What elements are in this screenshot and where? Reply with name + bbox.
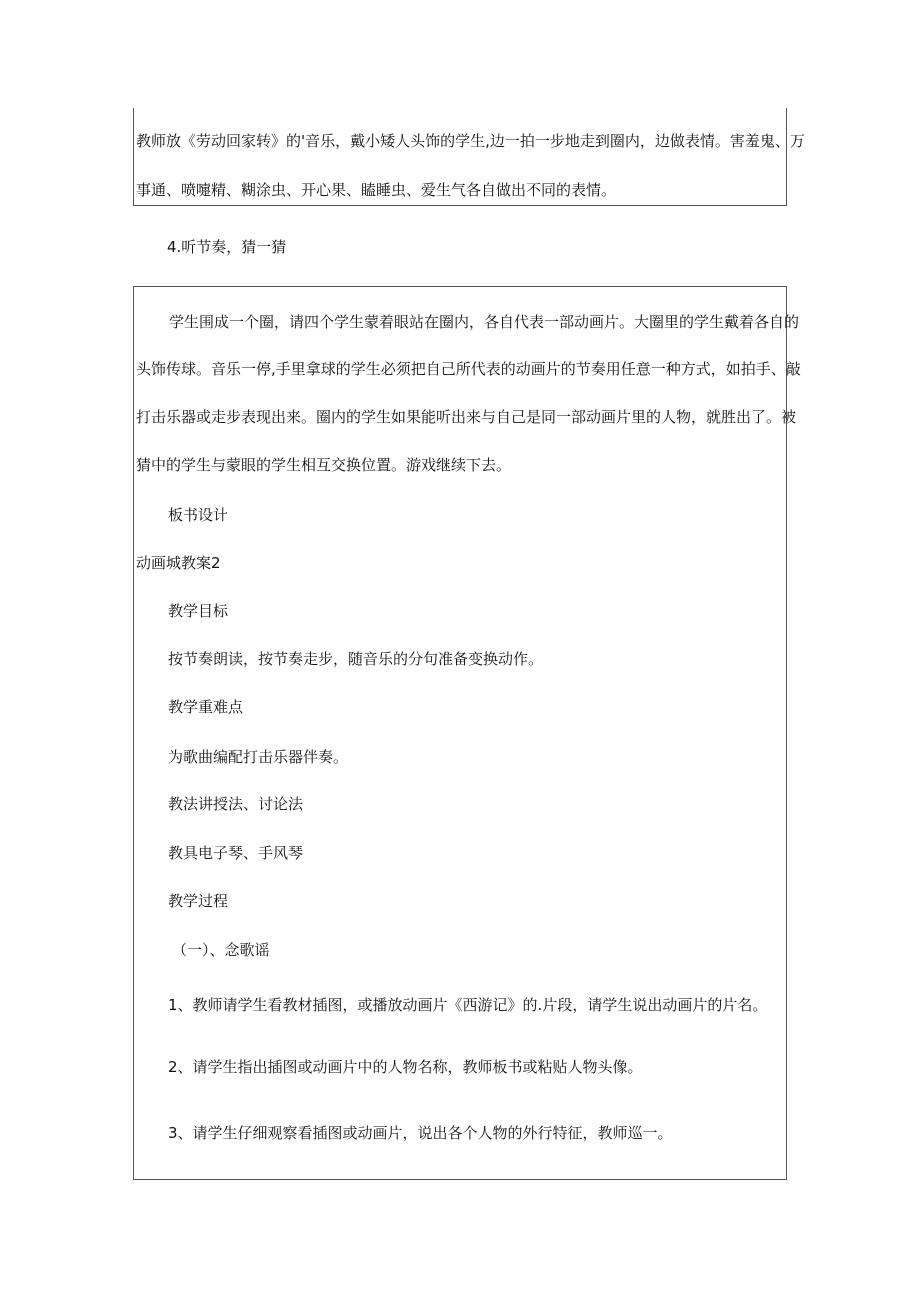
objectives-text: 按节奏朗读，按节奏走步，随音乐的分句准备变换动作。 — [168, 650, 544, 668]
section-heading-game4: 4.听节奏，猜一猜 — [167, 238, 287, 256]
paragraph-line: 猜中的学生与蒙眼的学生相互交换位置。游戏继续下去。 — [136, 456, 512, 474]
paragraph-line: 打击乐器或走步表现出来。圈内的学生如果能听出来与自己是同一部动画片里的人物，就胜出了。被 — [136, 408, 797, 426]
key-points-heading: 教学重难点 — [168, 698, 244, 716]
lesson2-title: 动画城教案2 — [136, 554, 221, 572]
process-step: 2、请学生指出插图或动画片中的人物名称，教师板书或粘贴人物头像。 — [168, 1058, 643, 1076]
paragraph-line: 事通、喷嚏精、糊涂虫、开心果、瞌睡虫、爱生气各自做出不同的表情。 — [136, 181, 617, 199]
part1-heading: （一）、念歌谣 — [172, 941, 270, 959]
process-heading: 教学过程 — [168, 892, 229, 910]
activity-text-box — [133, 108, 805, 206]
paragraph-line: 头饰传球。音乐一停,手里拿球的学生必须把自己所代表的动画片的节奏用任意一种方式，如拍手、敲 — [136, 360, 801, 378]
objectives-heading: 教学目标 — [168, 602, 229, 620]
process-step: 1、教师请学生看教材插图，或播放动画片《西游记》的.片段，请学生说出动画片的片名。 — [168, 996, 768, 1014]
board-design-label: 板书设计 — [168, 506, 229, 524]
paragraph-line: 教师放《劳动回家转》的'音乐，戴小矮人头饰的学生,边一拍一步地走到圈内，边做表情。害羞鬼、万 — [136, 132, 805, 150]
process-step: 3、请学生仔细观察看插图或动画片，说出各个人物的外行特征，教师巡一。 — [168, 1124, 673, 1142]
lesson-content-box — [133, 286, 801, 1180]
teaching-methods: 教法讲授法、讨论法 — [168, 795, 304, 813]
key-points-text: 为歌曲编配打击乐器伴奏。 — [168, 748, 349, 766]
teaching-tools: 教具电子琴、手风琴 — [168, 844, 304, 862]
paragraph-line: 学生围成一个圈，请四个学生蒙着眼站在圈内，各自代表一部动画片。大圈里的学生戴着各自的 — [169, 313, 800, 331]
